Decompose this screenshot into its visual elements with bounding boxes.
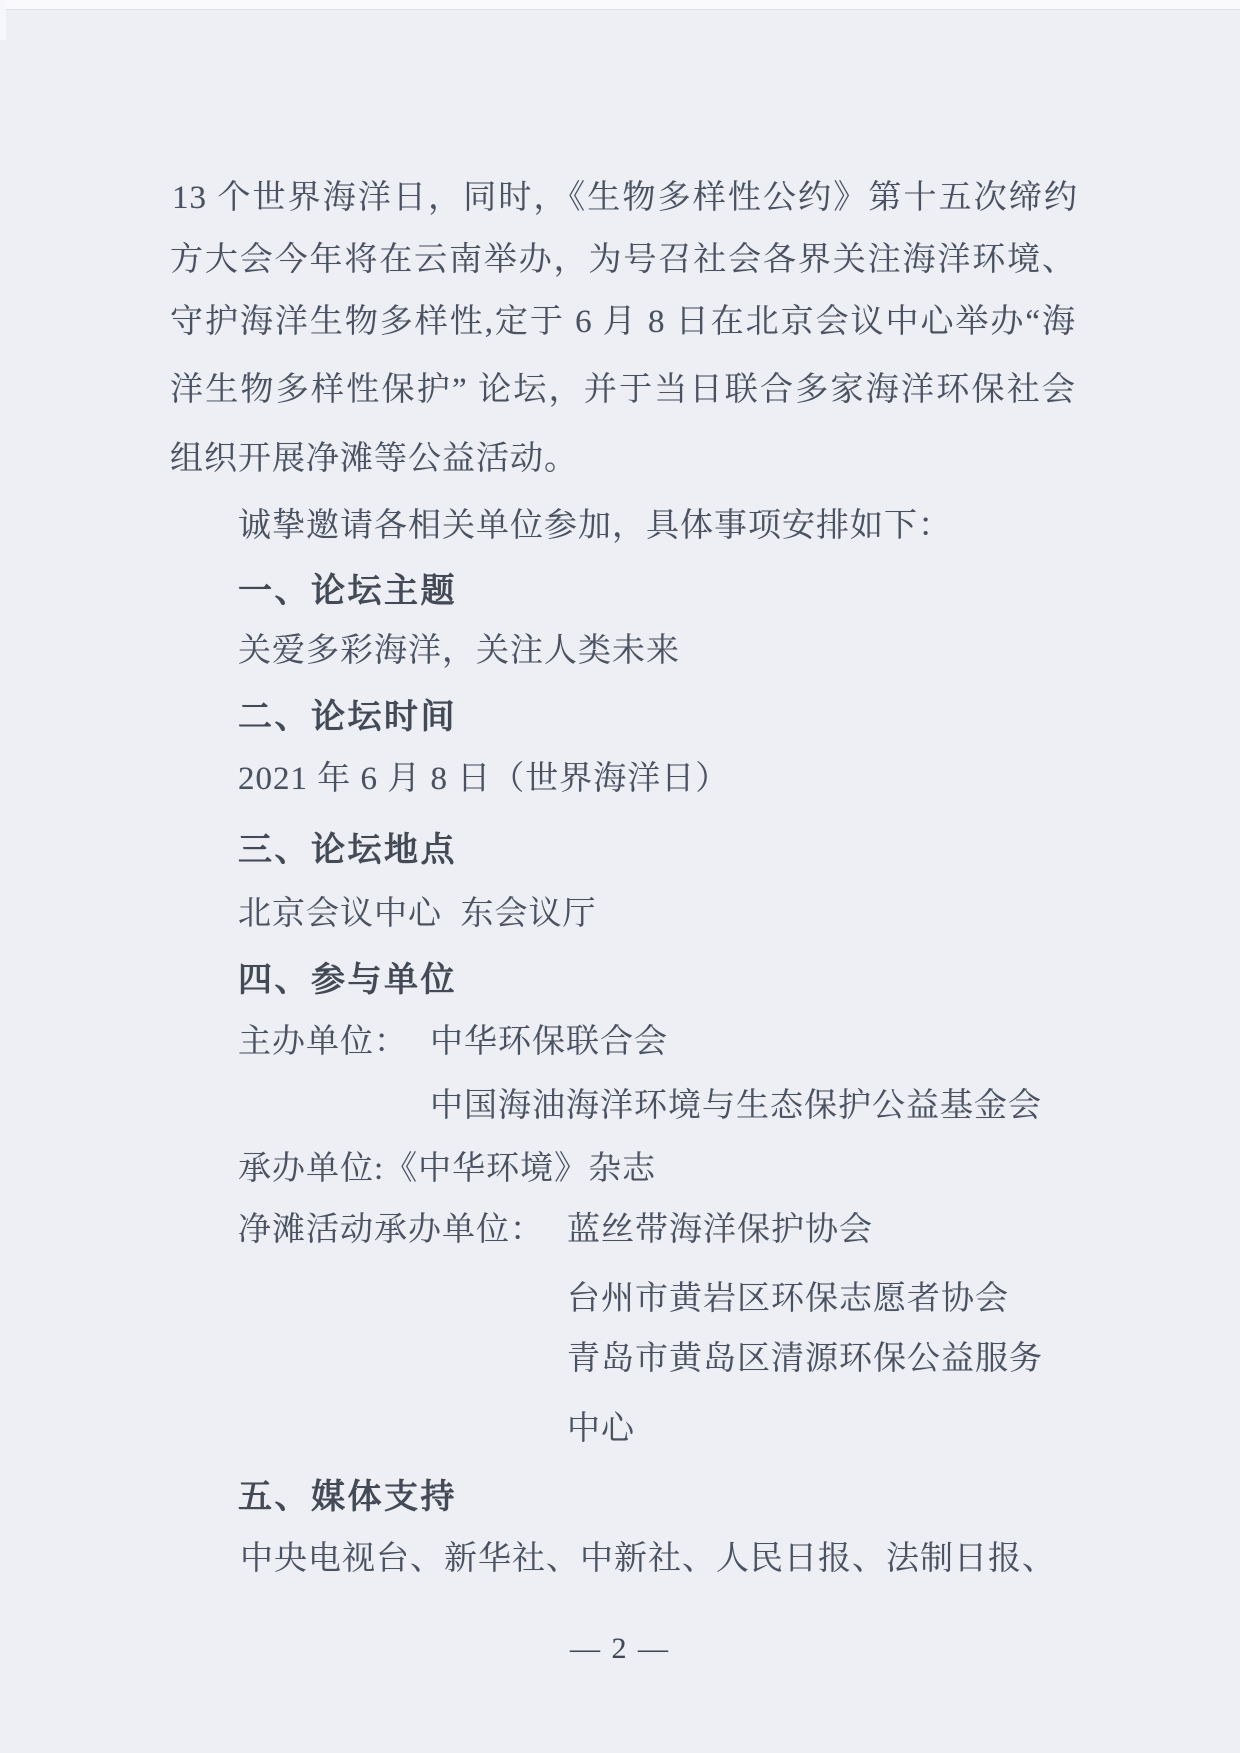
beach-org-2: 台州市黄岩区环保志愿者协会 (567, 1281, 1009, 1317)
intro-line-1: 13 个世界海洋日，同时，《生物多样性公约》第十五次缔约 (172, 180, 1078, 216)
beach-org-3-line-2: 中心 (567, 1411, 635, 1447)
section-1-heading: 一、论坛主题 (238, 572, 457, 610)
scan-left-edge (0, 0, 6, 40)
host-label: 主办单位： (238, 1024, 408, 1060)
section-5-content: 中央电视台、新华社、中新社、人民日报、法制日报、 (240, 1541, 1056, 1577)
intro-line-2: 方大会今年将在云南举办，为号召社会各界关注海洋环境、 (170, 242, 1076, 278)
beach-cleanup-label: 净滩活动承办单位： (238, 1212, 544, 1248)
section-5-heading: 五、媒体支持 (238, 1478, 457, 1516)
section-1-content: 关爱多彩海洋，关注人类未来 (238, 633, 680, 669)
beach-org-3-line-1: 青岛市黄岛区清源环保公益服务 (567, 1341, 1043, 1377)
invitation-line: 诚挚邀请各相关单位参加，具体事项安排如下： (238, 508, 952, 544)
section-2-content: 2021 年 6 月 8 日（世界海洋日） (238, 761, 730, 797)
intro-line-3: 守护海洋生物多样性,定于 6 月 8 日在北京会议中心举办“海 (170, 304, 1076, 340)
section-3-heading: 三、论坛地点 (238, 831, 457, 869)
host-org-1: 中华环保联合会 (430, 1024, 668, 1060)
organizer-line: 承办单位:《中华环境》杂志 (238, 1151, 657, 1187)
host-org-2: 中国海油海洋环境与生态保护公益基金会 (430, 1088, 1042, 1124)
section-3-content: 北京会议中心 东会议厅 (238, 896, 597, 932)
page-number: — 2 — (570, 1632, 670, 1665)
section-2-heading: 二、论坛时间 (238, 698, 457, 736)
section-4-heading: 四、参与单位 (238, 961, 457, 999)
intro-line-5: 组织开展净滩等公益活动。 (170, 441, 578, 477)
intro-line-4: 洋生物多样性保护” 论坛，并于当日联合多家海洋环保社会 (170, 372, 1076, 408)
scan-top-edge (0, 0, 1240, 10)
beach-org-1: 蓝丝带海洋保护协会 (567, 1212, 873, 1248)
